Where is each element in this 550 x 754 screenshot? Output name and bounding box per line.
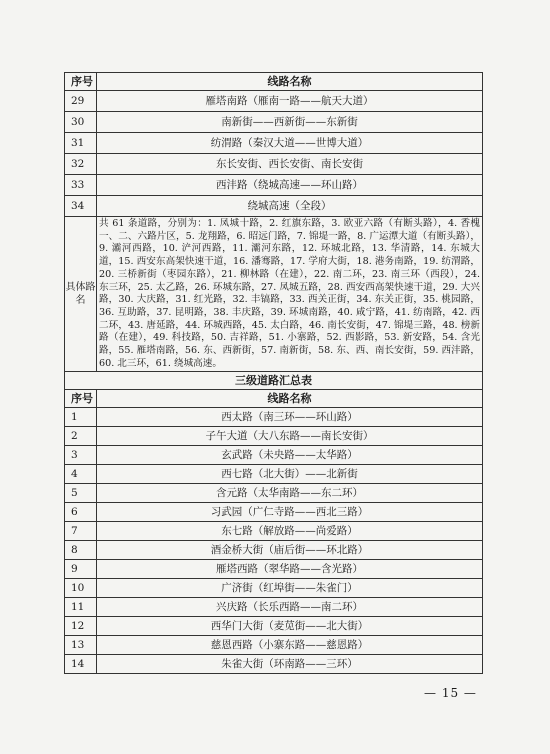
page-number: — 15 — — [424, 686, 477, 700]
row-no: 30 — [65, 112, 97, 133]
row-no: 11 — [65, 598, 97, 617]
column-header-no: 序号 — [65, 390, 97, 408]
row-name: 含元路（太华南路——东二环） — [97, 484, 483, 503]
detail-text: 共 61 条道路，分别为：1. 凤城十路，2. 红旗东路，3. 欧亚六路（有断头路），4. 香槐一、二、六路片区，5. 龙翔路，6. 昭远门路，7. 锦堤一路，8. 广运潭大道（有断头路），9. 灞河西路，10. 浐河西路，11. 灞河东路，12. 环城北路，13. 华清路，14. 东城大道，15. 西安东高架快速干道，16. 潘骞路，17. 学府大街，18. 港务南路，19. 纺渭路，20. 三桥新街（枣园东路），21. 柳林路（在建），22. 南二环，23. 南三环（西段），24. 东三环，25. 太乙路，26. 环城东路，27. 凤城五路，28. 西安西高架快速干道，29. 大兴路，30. 大庆路，31. 红光路，32. 丰镐路，33. 西关正街，34. 东关正街，35. 桃园路，36. 互助路，37. 昆明路，38. 丰庆路，39. 环城南路，40. 咸宁路，41. 纺南路，42. 西二环，43. 唐延路，44. 环城西路，45. 太白路，46. 南长安街，47. 锦堤三路，48. 榜新路（在建），49. 科技路，50. 吉祥路，51. 小寨路，52. 西影路，53. 新安路，54. 含光路，55. 雁塔南路，56. 东、西新街，57. 南新街，58. 东、西、南长安街，59. 西沣路，60. 北三环，61. 绕城高速。 — [97, 217, 483, 372]
road-table — [64, 72, 483, 674]
table-row — [65, 465, 483, 484]
row-no: 8 — [65, 541, 97, 560]
row-name: 雁塔南路（雁南一路——航天大道） — [97, 91, 483, 112]
row-name: 纺渭路（秦汉大道——世博大道） — [97, 133, 483, 154]
row-name: 绕城高速（全段） — [97, 196, 483, 217]
table-header-row — [65, 390, 483, 408]
table-row — [65, 175, 483, 196]
table-row — [65, 503, 483, 522]
row-name: 西沣路（绕城高速——环山路） — [97, 175, 483, 196]
table-row — [65, 91, 483, 112]
row-no: 1 — [65, 408, 97, 427]
row-name: 东七路（解放路——尚爱路） — [97, 522, 483, 541]
row-no: 32 — [65, 154, 97, 175]
row-no: 31 — [65, 133, 97, 154]
table-row — [65, 484, 483, 503]
row-name: 朱雀大街（环南路——三环） — [97, 655, 483, 674]
row-no: 4 — [65, 465, 97, 484]
detail-row — [65, 217, 483, 372]
column-header-no: 序号 — [65, 73, 97, 91]
table-row — [65, 196, 483, 217]
row-no: 2 — [65, 427, 97, 446]
row-no: 7 — [65, 522, 97, 541]
row-name: 东长安街、西长安街、南长安街 — [97, 154, 483, 175]
row-name: 酒金桥大街（庙后街——环北路） — [97, 541, 483, 560]
row-name: 广济街（红埠街——朱雀门） — [97, 579, 483, 598]
row-name: 慈恩西路（小寨东路——慈恩路） — [97, 636, 483, 655]
row-name: 习武园（广仁寺路——西北三路） — [97, 503, 483, 522]
table-row — [65, 655, 483, 674]
table-row — [65, 598, 483, 617]
table-row — [65, 408, 483, 427]
table-row — [65, 446, 483, 465]
table-row — [65, 560, 483, 579]
column-header-name: 线路名称 — [97, 390, 483, 408]
table-row — [65, 617, 483, 636]
row-no: 34 — [65, 196, 97, 217]
row-no: 12 — [65, 617, 97, 636]
detail-label: 具体路名 — [65, 217, 97, 372]
section-title: 三级道路汇总表 — [65, 372, 483, 390]
row-name: 西太路（南三环——环山路） — [97, 408, 483, 427]
row-no: 33 — [65, 175, 97, 196]
section-title-row — [65, 372, 483, 390]
row-no: 29 — [65, 91, 97, 112]
row-no: 14 — [65, 655, 97, 674]
row-name: 玄武路（未央路——太华路） — [97, 446, 483, 465]
row-no: 6 — [65, 503, 97, 522]
row-name: 雁塔西路（翠华路——含光路） — [97, 560, 483, 579]
row-no: 10 — [65, 579, 97, 598]
row-name: 南新街——西新街——东新街 — [97, 112, 483, 133]
table-row — [65, 636, 483, 655]
table-header-row — [65, 73, 483, 91]
row-name: 西华门大街（麦苋街——北大街） — [97, 617, 483, 636]
table-row — [65, 541, 483, 560]
table-row — [65, 579, 483, 598]
row-no: 9 — [65, 560, 97, 579]
row-name: 兴庆路（长乐西路——南二环） — [97, 598, 483, 617]
table-row — [65, 154, 483, 175]
table-row — [65, 522, 483, 541]
row-name: 子午大道（大八东路——南长安街） — [97, 427, 483, 446]
row-no: 5 — [65, 484, 97, 503]
table-row — [65, 427, 483, 446]
row-no: 13 — [65, 636, 97, 655]
row-no: 3 — [65, 446, 97, 465]
table-row — [65, 112, 483, 133]
table-row — [65, 133, 483, 154]
row-name: 西七路（北大街）——北新街 — [97, 465, 483, 484]
column-header-name: 线路名称 — [97, 73, 483, 91]
